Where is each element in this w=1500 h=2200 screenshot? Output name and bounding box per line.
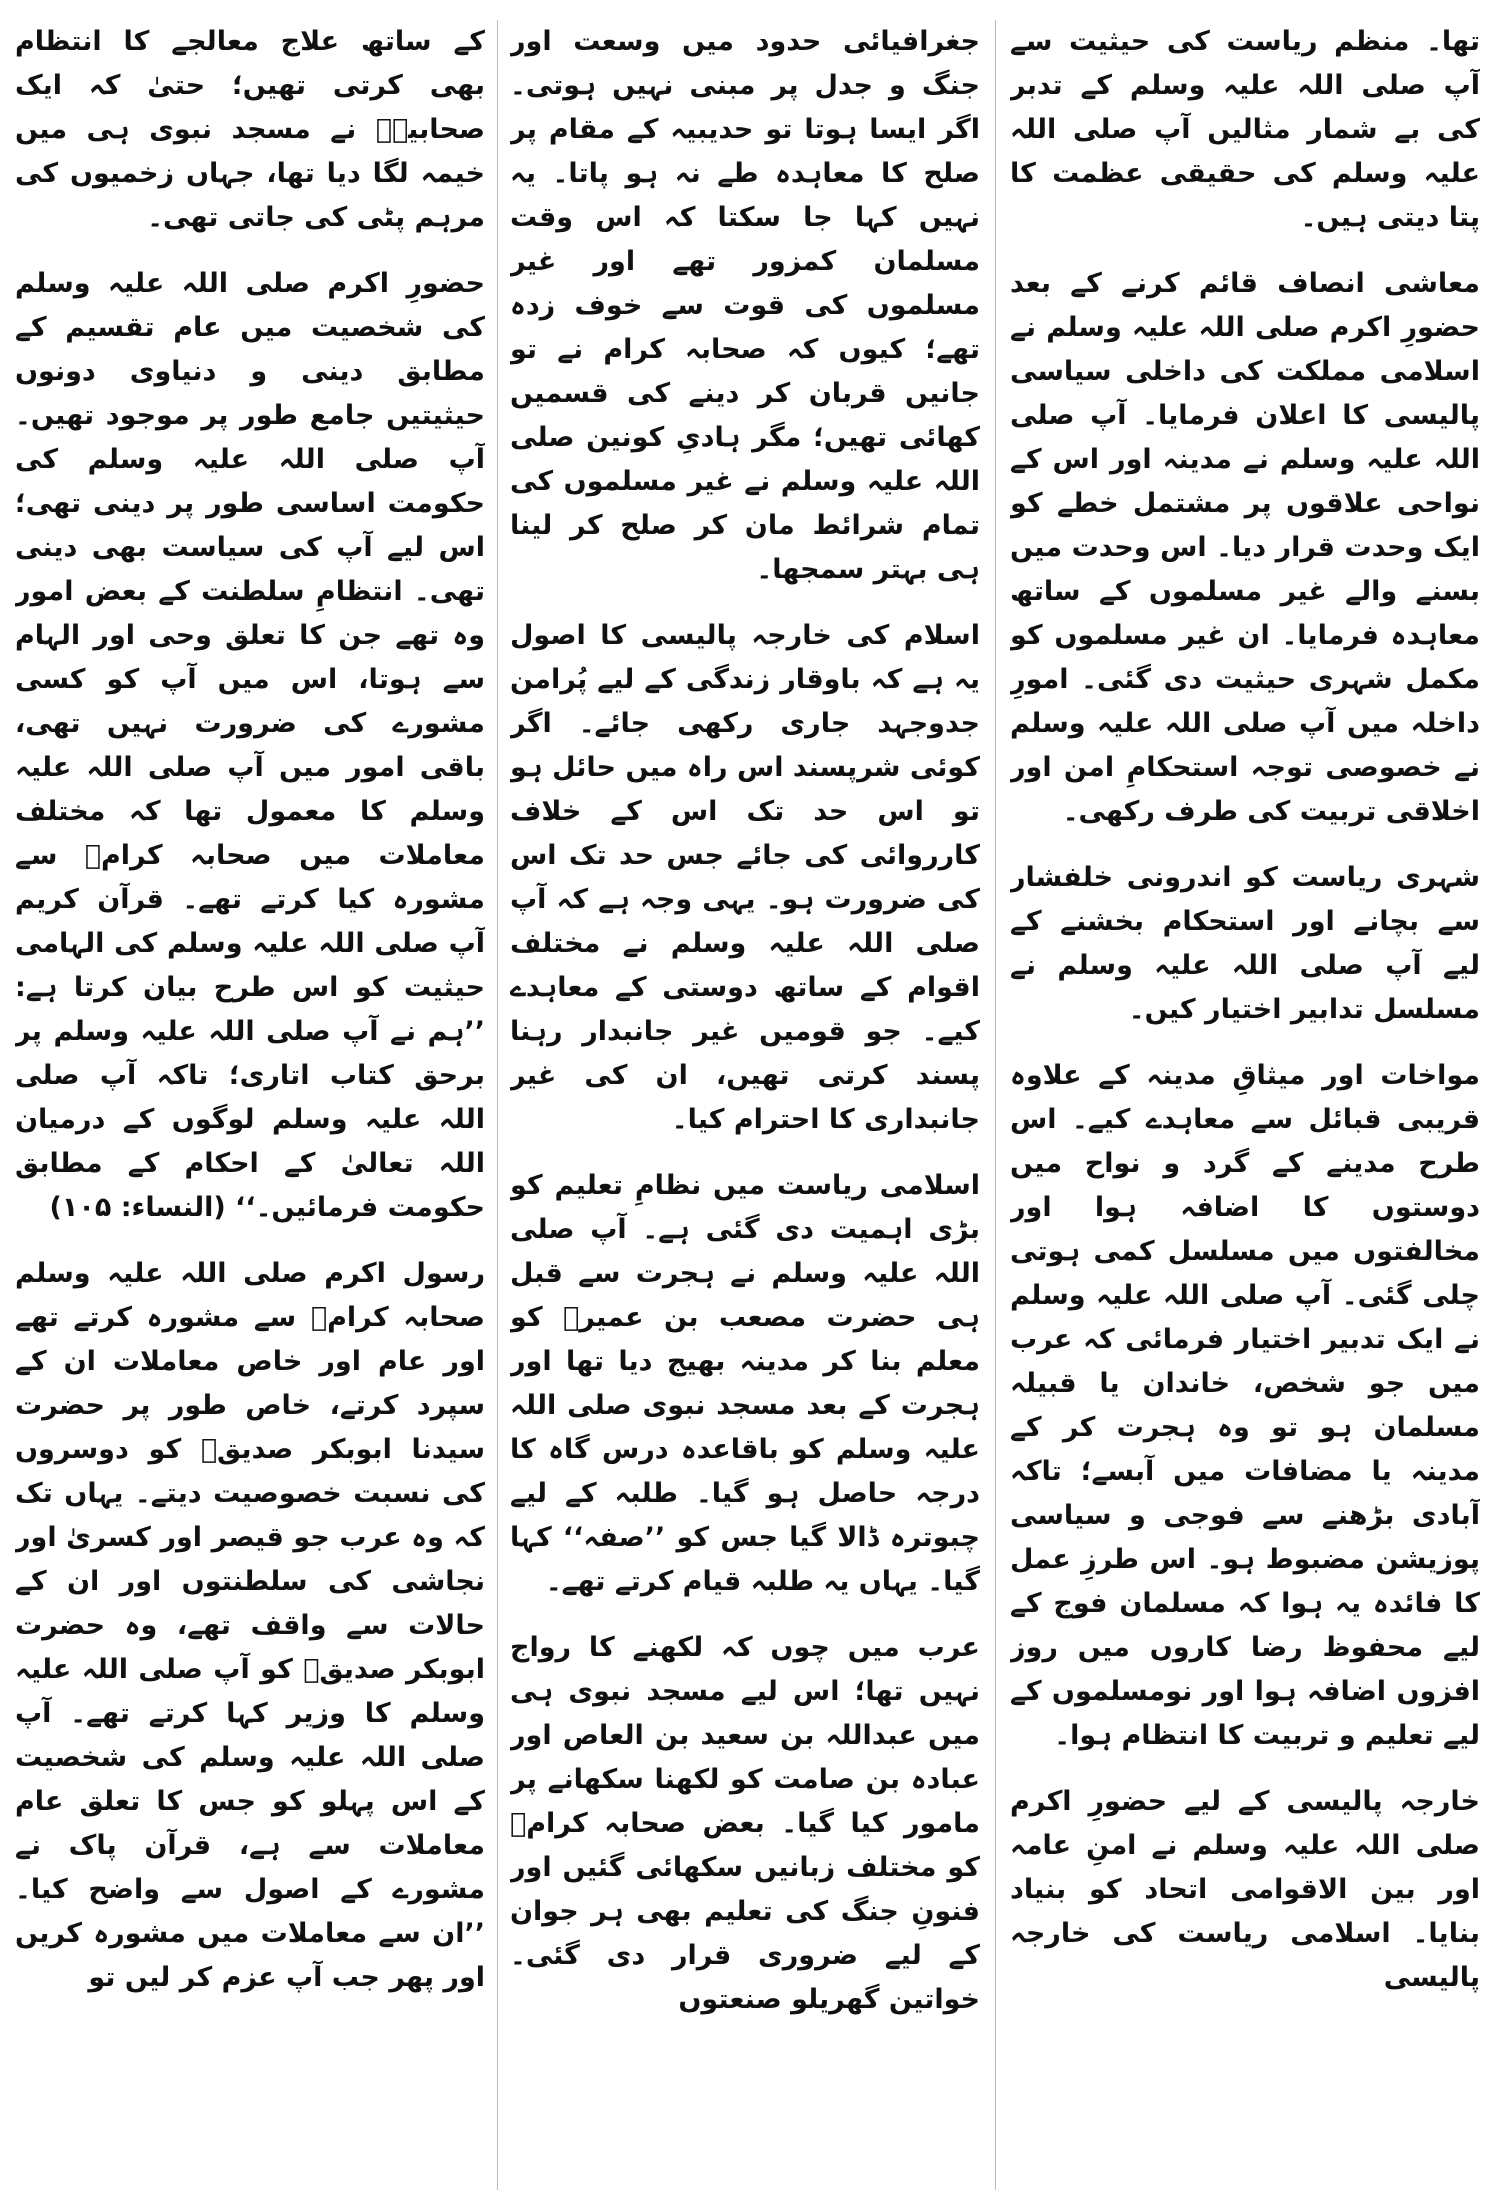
column-left [15,20,485,2190]
paragraph: حضورِ اکرم صلی اللہ علیہ وسلم کی شخصیت میں عام تقسیم کے مطابق دینی و دنیاوی دونوں حیثیتیں جامع طور پر موجود تھیں۔ آپ صلی اللہ علیہ وسلم کی حکومت اساسی طور پر دینی تھی؛ اس لیے آپ کی سیاست بھی دینی تھی۔ انتظامِ سلطنت کے بعض امور وہ تھے جن کا تعلق وحی اور الہام سے ہوتا، اس میں آپ کو کسی مشورے کی ضرورت نہیں تھی، باقی امور میں آپ صلی اللہ علیہ وسلم کا معمول تھا کہ مختلف معاملات میں صحابہ کرامؓ سے مشورہ کیا کرتے تھے۔ قرآن کریم آپ صلی اللہ علیہ وسلم کی الہامی حیثیت کو اس طرح بیان کرتا ہے: ’’ہم نے آپ صلی اللہ علیہ وسلم پر برحق کتاب اتاری؛ تاکہ آپ صلی اللہ علیہ وسلم لوگوں کے درمیان اللہ تعالیٰ کے احکام کے مطابق حکومت فرمائیں۔‘‘ (النساء: ۱۰۵) [15,268,485,1223]
paragraph: اسلامی ریاست میں نظامِ تعلیم کو بڑی اہمیت دی گئی ہے۔ آپ صلی اللہ علیہ وسلم نے ہجرت سے قبل ہی حضرت مصعب بن عمیرؓ کو معلم بنا کر مدینہ بھیج دیا تھا اور ہجرت کے بعد مسجد نبوی صلی اللہ علیہ وسلم کو باقاعدہ درس گاہ کا درجہ حاصل ہو گیا۔ طلبہ کے لیے چبوترہ ڈالا گیا جس کو ’’صفہ‘‘ کہا گیا۔ یہاں یہ طلبہ قیام کرتے تھے۔ [510,1170,980,1597]
paragraph: مواخات اور میثاقِ مدینہ کے علاوہ قریبی قبائل سے معاہدے کیے۔ اس طرح مدینے کے گرد و نواح میں دوستوں کا اضافہ ہوا اور مخالفتوں میں مسلسل کمی ہوتی چلی گئی۔ آپ صلی اللہ علیہ وسلم نے ایک تدبیر اختیار فرمائی کہ عرب میں جو شخص، خاندان یا قبیلہ مسلمان ہو تو وہ ہجرت کر کے مدینہ یا مضافات میں آبسے؛ تاکہ آبادی بڑھنے سے فوجی و سیاسی پوزیشن مضبوط ہو۔ اس طرزِ عمل کا فائدہ یہ ہوا کہ مسلمان فوج کے لیے محفوظ رضا کاروں میں روز افزوں اضافہ ہوا اور نومسلموں کے لیے تعلیم و تربیت کا انتظام ہوا۔ [1010,1060,1480,1751]
paragraph: اسلام کی خارجہ پالیسی کا اصول یہ ہے کہ باوقار زندگی کے لیے پُرامن جدوجہد جاری رکھی جائے۔ اگر کوئی شرپسند اس راہ میں حائل ہو تو اس حد تک اس کے خلاف کارروائی کی جائے جس حد تک اس کی ضرورت ہو۔ یہی وجہ ہے کہ آپ صلی اللہ علیہ وسلم نے مختلف اقوام کے ساتھ دوستی کے معاہدے کیے۔ جو قومیں غیر جانبدار رہنا پسند کرتی تھیں، ان کی غیر جانبداری کا احترام کیا۔ [510,620,980,1135]
paragraph: تھا۔ منظم ریاست کی حیثیت سے آپ صلی اللہ علیہ وسلم کے تدبر کی بے شمار مثالیں آپ صلی اللہ علیہ وسلم کی حقیقی عظمت کا پتا دیتی ہیں۔ [1010,26,1480,233]
column-middle [510,20,980,2190]
paragraph: معاشی انصاف قائم کرنے کے بعد حضورِ اکرم صلی اللہ علیہ وسلم نے اسلامی مملکت کی داخلی سیاسی پالیسی کا اعلان فرمایا۔ آپ صلی اللہ علیہ وسلم نے مدینہ اور اس کے نواحی علاقوں پر مشتمل خطے کو ایک وحدت قرار دیا۔ اس وحدت میں بسنے والے غیر مسلموں کے ساتھ معاہدہ فرمایا۔ ان غیر مسلموں کو مکمل شہری حیثیت دی گئی۔ امورِ داخلہ میں آپ صلی اللہ علیہ وسلم نے خصوصی توجہ استحکامِ امن اور اخلاقی تربیت کی طرف رکھی۔ [1010,268,1480,827]
paragraph: خارجہ پالیسی کے لیے حضورِ اکرم صلی اللہ علیہ وسلم نے امنِ عامہ اور بین الاقوامی اتحاد کو بنیاد بنایا۔ اسلامی ریاست کی خارجہ پالیسی [1010,1786,1480,1993]
column-right [1010,20,1480,2190]
column-divider [995,20,996,2190]
paragraph: عرب میں چوں کہ لکھنے کا رواج نہیں تھا؛ اس لیے مسجد نبوی ہی میں عبداللہ بن سعید بن العاص اور عبادہ بن صامت کو لکھنا سکھانے پر مامور کیا گیا۔ بعض صحابہ کرامؓ کو مختلف زبانیں سکھائی گئیں اور فنونِ جنگ کی تعلیم بھی ہر جوان کے لیے ضروری قرار دی گئی۔ خواتین گھریلو صنعتوں [510,1632,980,2015]
paragraph: شہری ریاست کو اندرونی خلفشار سے بچانے اور استحکام بخشنے کے لیے آپ صلی اللہ علیہ وسلم نے مسلسل تدابیر اختیار کیں۔ [1010,862,1480,1025]
column-divider [497,20,498,2190]
paragraph: کے ساتھ علاج معالجے کا انتظام بھی کرتی تھیں؛ حتیٰ کہ ایک صحابیہؓ نے مسجد نبوی ہی میں خیمہ لگا دیا تھا، جہاں زخمیوں کی مرہم پٹی کی جاتی تھی۔ [15,26,485,233]
paragraph: جغرافیائی حدود میں وسعت اور جنگ و جدل پر مبنی نہیں ہوتی۔ اگر ایسا ہوتا تو حدیبیہ کے مقام پر صلح کا معاہدہ طے نہ ہو پاتا۔ یہ نہیں کہا جا سکتا کہ اس وقت مسلمان کمزور تھے اور غیر مسلموں کی قوت سے خوف زدہ تھے؛ کیوں کہ صحابہ کرام نے تو جانیں قربان کر دینے کی قسمیں کھائی تھیں؛ مگر ہادیِ کونین صلی اللہ علیہ وسلم نے غیر مسلموں کی تمام شرائط مان کر صلح کر لینا ہی بہتر سمجھا۔ [510,26,980,585]
paragraph: رسول اکرم صلی اللہ علیہ وسلم صحابہ کرامؓ سے مشورہ کرتے تھے اور عام اور خاص معاملات ان کے سپرد کرتے، خاص طور پر حضرت سیدنا ابوبکر صدیقؓ کو دوسروں کی نسبت خصوصیت دیتے۔ یہاں تک کہ وہ عرب جو قیصر اور کسریٰ اور نجاشی کی سلطنتوں اور ان کے حالات سے واقف تھے، وہ حضرت ابوبکر صدیقؓ کو آپ صلی اللہ علیہ وسلم کا وزیر کہا کرتے تھے۔ آپ صلی اللہ علیہ وسلم کی شخصیت کے اس پہلو کو جس کا تعلق عام معاملات سے ہے، قرآن پاک نے مشورے کے اصول سے واضح کیا۔ ’’ان سے معاملات میں مشورہ کریں اور پھر جب آپ عزم کر لیں تو [15,1258,485,1993]
